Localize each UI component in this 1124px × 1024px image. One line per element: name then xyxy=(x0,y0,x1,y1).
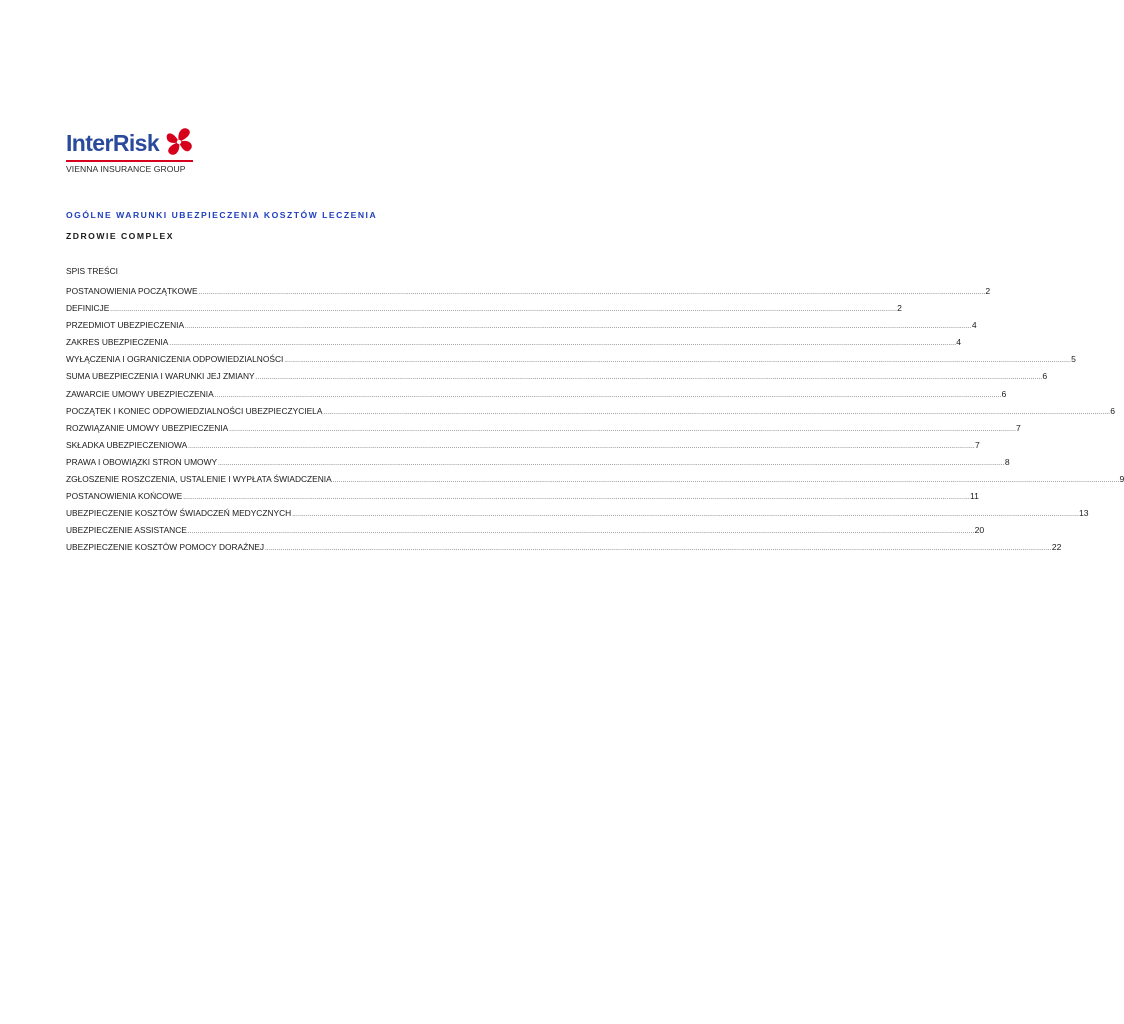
toc-dot-leader: ................................................................................................................................................................................................................................................................................................................................................................................................................ xyxy=(255,375,1043,382)
toc-entry-label: SKŁADKA UBEZPIECZENIOWA xyxy=(66,439,188,450)
toc-entry-label: POSTANOWIENIA POCZĄTKOWE xyxy=(66,286,198,296)
toc-entry-label: UBEZPIECZENIE ASSISTANCE xyxy=(66,525,187,536)
toc-entry-page: 2 xyxy=(985,286,991,296)
toc-entry[interactable] xyxy=(66,454,1010,471)
toc-entry[interactable] xyxy=(66,437,980,454)
toc-dot-leader: ................................................................................................................................................................................................................................................................................................................................................................................................................ xyxy=(214,392,1002,399)
toc-entry-page: 4 xyxy=(956,337,961,348)
toc-entry-label: POCZĄTEK I KONIEC ODPOWIEDZIALNOŚCI UBEZPIECZYCIELA xyxy=(66,405,323,416)
company-logo xyxy=(66,126,198,174)
toc-dot-leader: ................................................................................................................................................................................................................................................................................................................................................................................................................ xyxy=(218,460,1005,467)
toc-entry-page: 6 xyxy=(1110,405,1115,416)
toc-dot-leader: ................................................................................................................................................................................................................................................................................................................................................................................................................ xyxy=(198,290,986,296)
toc-dot-leader: ................................................................................................................................................................................................................................................................................................................................................................................................................ xyxy=(110,307,898,314)
toc-entry-page: 20 xyxy=(974,525,985,536)
toc-entry-page: 8 xyxy=(1004,456,1010,467)
toc-entry-label: SUMA UBEZPIECZENIA I WARUNKI JEJ ZMIANY xyxy=(66,371,255,382)
logo-divider xyxy=(66,160,193,162)
logo-wordmark: InterRisk xyxy=(66,130,160,156)
toc-entry-label: UBEZPIECZENIE KOSZTÓW ŚWIADCZEŃ MEDYCZNYCH xyxy=(66,508,292,519)
toc-entry[interactable] xyxy=(66,505,1089,522)
document-title: OGÓLNE WARUNKI UBEZPIECZENIA KOSZTÓW LECZENIA xyxy=(66,210,378,220)
toc-dot-leader: ................................................................................................................................................................................................................................................................................................................................................................................................................ xyxy=(187,529,975,536)
toc-dot-leader: ................................................................................................................................................................................................................................................................................................................................................................................................................ xyxy=(265,546,1052,553)
toc-dot-leader: ................................................................................................................................................................................................................................................................................................................................................................................................................ xyxy=(332,478,1120,485)
toc-entry-label: ZGŁOSZENIE ROSZCZENIA, USTALENIE I WYPŁATA ŚWIADCZENIA xyxy=(66,474,332,485)
toc-entry[interactable] xyxy=(66,317,977,334)
table-of-contents xyxy=(66,283,1124,557)
toc-entry[interactable] xyxy=(66,386,1007,403)
toc-entry-page: 9 xyxy=(1119,474,1124,485)
toc-entry-label: DEFINICJE xyxy=(66,303,110,314)
toc-entry-page: 4 xyxy=(971,320,977,331)
toc-entry-page: 6 xyxy=(1001,388,1007,399)
interrisk-flower-icon xyxy=(164,126,194,158)
toc-entry-page: 11 xyxy=(969,491,979,502)
toc-entry-label: ROZWIĄZANIE UMOWY UBEZPIECZENIA xyxy=(66,422,229,433)
toc-entry-page: 6 xyxy=(1042,371,1048,382)
toc-entry[interactable] xyxy=(66,522,985,539)
toc-entry[interactable] xyxy=(66,334,961,351)
toc-entry-page: 7 xyxy=(1016,422,1021,433)
toc-dot-leader: ................................................................................................................................................................................................................................................................................................................................................................................................................ xyxy=(229,426,1017,433)
toc-dot-leader: ................................................................................................................................................................................................................................................................................................................................................................................................................ xyxy=(185,324,972,331)
toc-entry[interactable] xyxy=(66,471,1124,488)
toc-entry-page: 2 xyxy=(897,303,902,314)
toc-entry[interactable] xyxy=(66,300,902,317)
toc-entry[interactable] xyxy=(66,368,1048,385)
toc-entry[interactable] xyxy=(66,539,1062,556)
toc-entry[interactable] xyxy=(66,420,1021,437)
toc-dot-leader: ................................................................................................................................................................................................................................................................................................................................................................................................................ xyxy=(323,409,1111,416)
toc-dot-leader: ................................................................................................................................................................................................................................................................................................................................................................................................................ xyxy=(188,443,975,450)
toc-entry[interactable] xyxy=(66,283,991,300)
toc-entry-label: ZAKRES UBEZPIECZENIA xyxy=(66,337,169,348)
toc-entry-label: PRAWA I OBOWIĄZKI STRON UMOWY xyxy=(66,456,218,467)
toc-entry[interactable] xyxy=(66,488,979,505)
toc-entry-page: 13 xyxy=(1079,508,1089,519)
toc-dot-leader: ................................................................................................................................................................................................................................................................................................................................................................................................................ xyxy=(183,495,970,502)
toc-entry-label: ZAWARCIE UMOWY UBEZPIECZENIA xyxy=(66,388,214,399)
toc-entry-page: 7 xyxy=(974,439,980,450)
toc-dot-leader: ................................................................................................................................................................................................................................................................................................................................................................................................................ xyxy=(292,512,1080,519)
toc-entry-label: WYŁĄCZENIA I OGRANICZENIA ODPOWIEDZIALNOŚCI xyxy=(66,354,284,365)
toc-entry-label: POSTANOWIENIA KOŃCOWE xyxy=(66,491,183,502)
toc-dot-leader: ................................................................................................................................................................................................................................................................................................................................................................................................................ xyxy=(284,358,1072,365)
toc-heading: SPIS TREŚCI xyxy=(66,266,118,276)
toc-entry-page: 22 xyxy=(1051,542,1062,553)
logo-tagline: VIENNA INSURANCE GROUP xyxy=(66,164,186,174)
toc-entry[interactable] xyxy=(66,351,1076,368)
toc-entry-label: UBEZPIECZENIE KOSZTÓW POMOCY DORAŹNEJ xyxy=(66,542,265,553)
toc-entry-page: 5 xyxy=(1071,354,1076,365)
toc-entry[interactable] xyxy=(66,403,1115,420)
toc-entry-label: PRZEDMIOT UBEZPIECZENIA xyxy=(66,320,185,331)
toc-dot-leader: ................................................................................................................................................................................................................................................................................................................................................................................................................ xyxy=(169,341,957,348)
document-subtitle: ZDROWIE COMPLEX xyxy=(66,231,174,241)
